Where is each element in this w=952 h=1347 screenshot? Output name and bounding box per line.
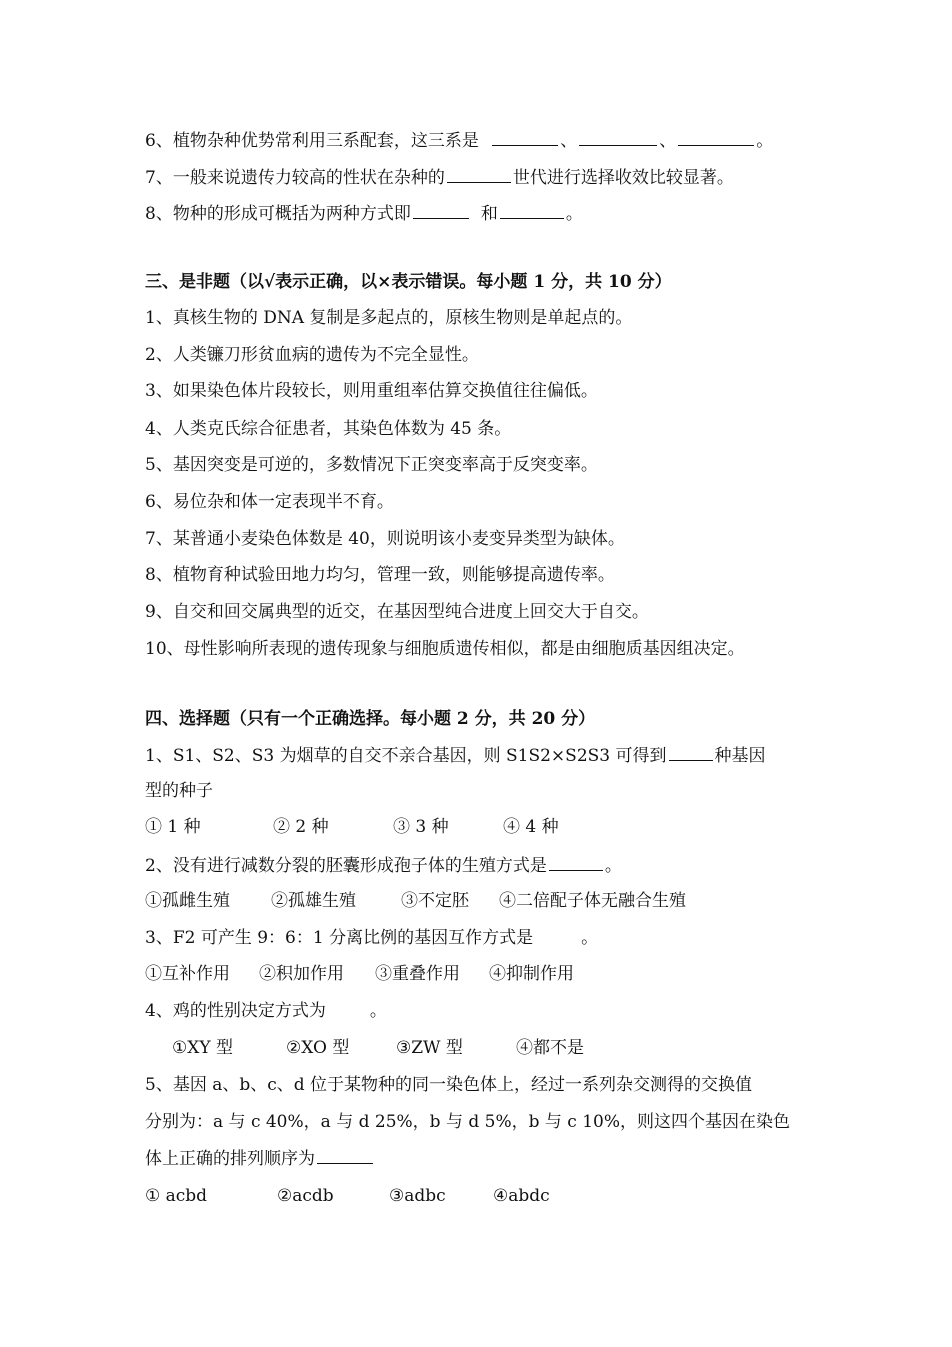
choice-options: [145, 815, 815, 839]
option: ④二倍配子体无融合生殖: [499, 891, 686, 911]
option: ①孤雌生殖: [145, 891, 230, 911]
answer-blank: [500, 201, 564, 219]
fill-question-8: [145, 201, 815, 226]
period: 。: [565, 204, 583, 224]
period: 。: [756, 131, 774, 151]
option: ③adbc: [389, 1186, 446, 1206]
option: ③不定胚: [401, 891, 469, 911]
question-text: 种基因: [714, 746, 766, 766]
answer-blank: [678, 128, 754, 146]
question-text: 4、鸡的性别决定方式为: [145, 1001, 326, 1021]
option: ②积加作用: [259, 964, 344, 984]
answer-blank: [413, 201, 469, 219]
option: ④抑制作用: [489, 964, 574, 984]
option: ② 2 种: [273, 817, 329, 837]
question-text: 7、一般来说遗传力较高的性状在杂种的: [145, 168, 445, 188]
answer-blank: [447, 165, 511, 183]
choice-options: [145, 962, 815, 986]
option: ①XY 型: [172, 1038, 233, 1058]
question-text: 3、F2 可产生 9：6：1 分离比例的基因互作方式是: [145, 928, 534, 948]
question-continuation: 型的种子: [145, 781, 213, 801]
true-false-item: 3、如果染色体片段较长，则用重组率估算交换值往往偏低。: [145, 381, 598, 401]
choice-options: [172, 1036, 842, 1060]
answer-blank: [669, 743, 713, 761]
fill-question-7: [145, 165, 815, 190]
answer-blank: [492, 128, 558, 146]
true-false-item: 1、真核生物的 DNA 复制是多起点的，原核生物则是单起点的。: [145, 308, 633, 328]
period: 。: [581, 928, 599, 948]
option: ②acdb: [277, 1186, 334, 1206]
period: 。: [369, 1001, 387, 1021]
separator: 、: [659, 131, 677, 151]
answer-blank: [317, 1146, 373, 1164]
fill-question-6: [145, 128, 815, 153]
question-text: 8、物种的形成可概括为两种方式即: [145, 204, 411, 224]
choice-options: [145, 1184, 815, 1208]
choice-question-4: [145, 999, 815, 1023]
option: ②孤雄生殖: [271, 891, 356, 911]
question-text: 和: [480, 204, 498, 224]
question-continuation: [145, 1146, 815, 1171]
question-text: 体上正确的排列顺序为: [145, 1149, 315, 1169]
question-text: 6、植物杂种优势常利用三系配套，这三系是: [145, 131, 479, 151]
choice-question-5: 5、基因 a、b、c、d 位于某物种的同一染色体上，经过一系列杂交测得的交换值: [145, 1075, 753, 1095]
true-false-item: 4、人类克氏综合征患者，其染色体数为 45 条。: [145, 419, 512, 439]
section-3-heading: 三、是非题（以√表示正确，以×表示错误。每小题 1 分，共 10 分）: [145, 272, 672, 292]
true-false-item: 10、母性影响所表现的遗传现象与细胞质遗传相似，都是由细胞质基因组决定。: [145, 639, 745, 659]
option: ①互补作用: [145, 964, 230, 984]
option: ②XO 型: [286, 1038, 350, 1058]
option: ③ZW 型: [396, 1038, 463, 1058]
option: ① 1 种: [145, 817, 201, 837]
option: ④abdc: [493, 1186, 550, 1206]
true-false-item: 8、植物育种试验田地力均匀，管理一致，则能够提高遗传率。: [145, 565, 615, 585]
choice-question-1: [145, 743, 815, 768]
choice-options: [145, 889, 815, 913]
option: ③ 3 种: [393, 817, 449, 837]
question-text: 2、没有进行减数分裂的胚囊形成孢子体的生殖方式是: [145, 856, 547, 876]
option: ④都不是: [516, 1038, 584, 1058]
separator: 、: [560, 131, 578, 151]
true-false-item: 9、自交和回交属典型的近交，在基因型纯合进度上回交大于自交。: [145, 602, 649, 622]
answer-blank: [579, 128, 657, 146]
true-false-item: 7、某普通小麦染色体数是 40，则说明该小麦变异类型为缺体。: [145, 529, 625, 549]
question-text: 1、S1、S2、S3 为烟草的自交不亲合基因，则 S1S2×S2S3 可得到: [145, 746, 667, 766]
period: 。: [604, 856, 622, 876]
option: ④ 4 种: [503, 817, 559, 837]
option: ① acbd: [145, 1186, 208, 1206]
choice-question-2: [145, 853, 815, 878]
question-continuation: 分别为：a 与 c 40%，a 与 d 25%，b 与 d 5%，b 与 c 10%，则这四个基因在染色: [145, 1112, 791, 1132]
option: ③重叠作用: [375, 964, 460, 984]
question-text: 世代进行选择收效比较显著。: [512, 168, 734, 188]
true-false-item: 2、人类镰刀形贫血病的遗传为不完全显性。: [145, 345, 479, 365]
true-false-item: 5、基因突变是可逆的，多数情况下正突变率高于反突变率。: [145, 455, 598, 475]
true-false-item: 6、易位杂和体一定表现半不育。: [145, 492, 394, 512]
choice-question-3: [145, 926, 815, 950]
section-4-heading: 四、选择题（只有一个正确选择。每小题 2 分，共 20 分）: [145, 709, 596, 729]
answer-blank: [549, 853, 603, 871]
